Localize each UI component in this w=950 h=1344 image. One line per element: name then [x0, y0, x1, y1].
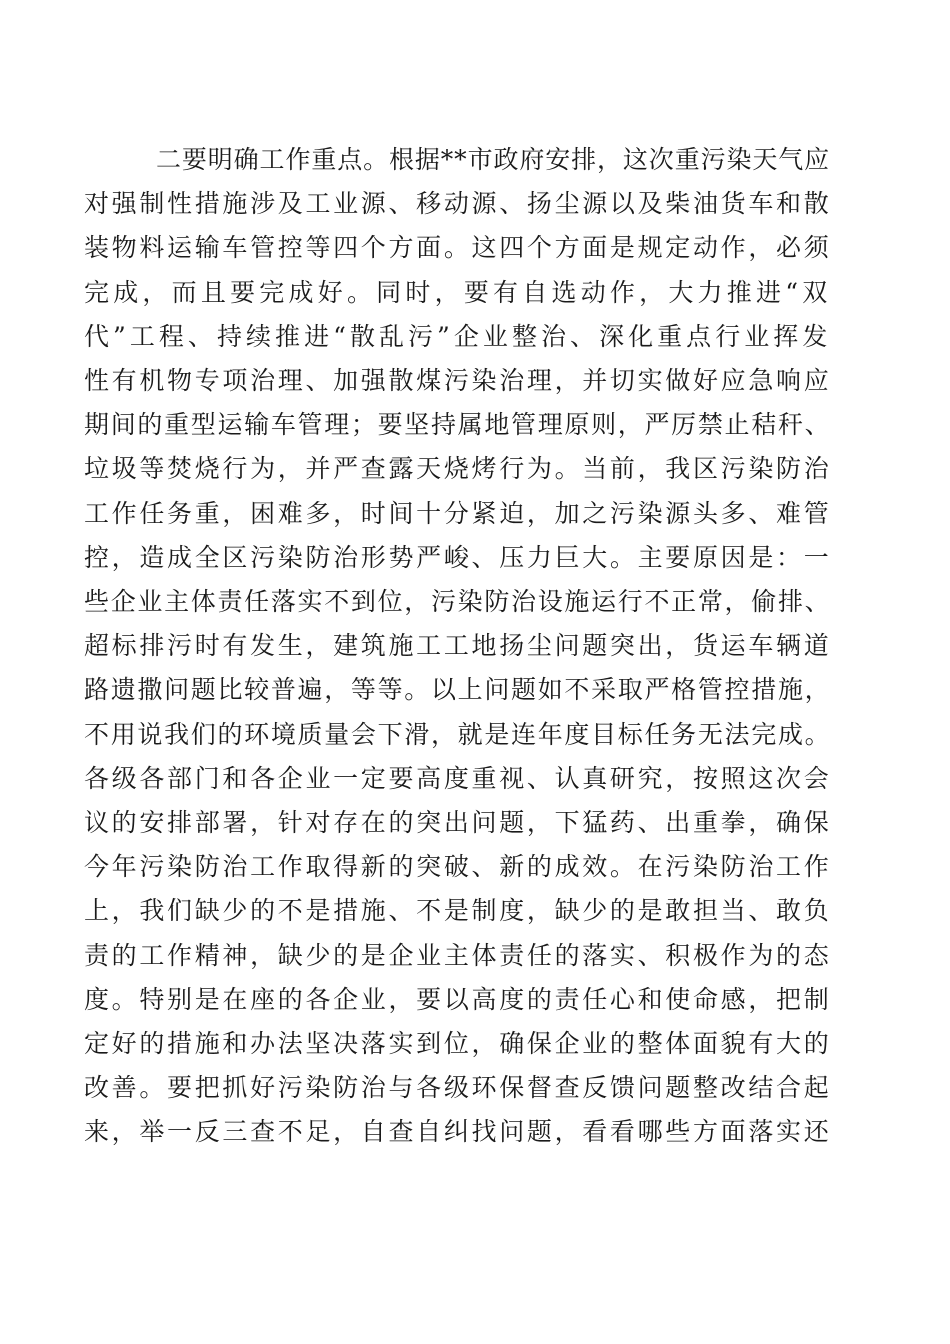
text-line-23: 来，举一反三查不足，自查自纠找问题，看看哪些方面落实还 — [84, 1117, 830, 1147]
text-line-16: 议的安排部署，针对存在的突出问题，下猛药、出重拳，确保 — [84, 808, 830, 838]
text-line-3: 装物料运输车管控等四个方面。这四个方面是规定动作，必须 — [84, 233, 830, 263]
text-line-4: 完成，而且要完成好。同时，要有自选动作，大力推进“双 — [84, 277, 830, 307]
text-line-10: 控，造成全区污染防治形势严峻、压力巨大。主要原因是：一 — [84, 542, 830, 572]
text-line-8: 垃圾等焚烧行为，并严查露天烧烤行为。当前，我区污染防治 — [84, 454, 830, 484]
text-line-17: 今年污染防治工作取得新的突破、新的成效。在污染防治工作 — [84, 852, 830, 882]
text-line-6: 性有机物专项治理、加强散煤污染治理，并切实做好应急响应 — [84, 366, 830, 396]
text-line-22: 改善。要把抓好污染防治与各级环保督查反馈问题整改结合起 — [84, 1073, 830, 1103]
text-line-12: 超标排污时有发生，建筑施工工地扬尘问题突出，货运车辆道 — [84, 631, 830, 661]
body-paragraph — [84, 138, 831, 1155]
text-line-20: 度。特别是在座的各企业，要以高度的责任心和使命感，把制 — [84, 984, 830, 1014]
text-line-2: 对强制性措施涉及工业源、移动源、扬尘源以及柴油货车和散 — [84, 189, 830, 219]
text-line-5: 代”工程、持续推进“散乱污”企业整治、深化重点行业挥发 — [84, 321, 830, 351]
text-line-13: 路遗撒问题比较普遍，等等。以上问题如不采取严格管控措施， — [84, 675, 830, 705]
text-line-15: 各级各部门和各企业一定要高度重视、认真研究，按照这次会 — [84, 763, 830, 793]
text-line-11: 些企业主体责任落实不到位，污染防治设施运行不正常，偷排、 — [84, 587, 830, 617]
text-line-9: 工作任务重，困难多，时间十分紧迫，加之污染源头多、难管 — [84, 498, 830, 528]
text-line-14: 不用说我们的环境质量会下滑，就是连年度目标任务无法完成。 — [84, 719, 830, 749]
text-line-18: 上，我们缺少的不是措施、不是制度，缺少的是敢担当、敢负 — [84, 896, 830, 926]
text-line-7: 期间的重型运输车管理；要坚持属地管理原则，严厉禁止秸秆、 — [84, 410, 830, 440]
text-line-21: 定好的措施和办法坚决落实到位，确保企业的整体面貌有大的 — [84, 1029, 830, 1059]
text-line-1: 二要明确工作重点。根据**市政府安排，这次重污染天气应 — [156, 145, 831, 174]
text-line-19: 责的工作精神，缺少的是企业主体责任的落实、积极作为的态 — [84, 940, 830, 970]
